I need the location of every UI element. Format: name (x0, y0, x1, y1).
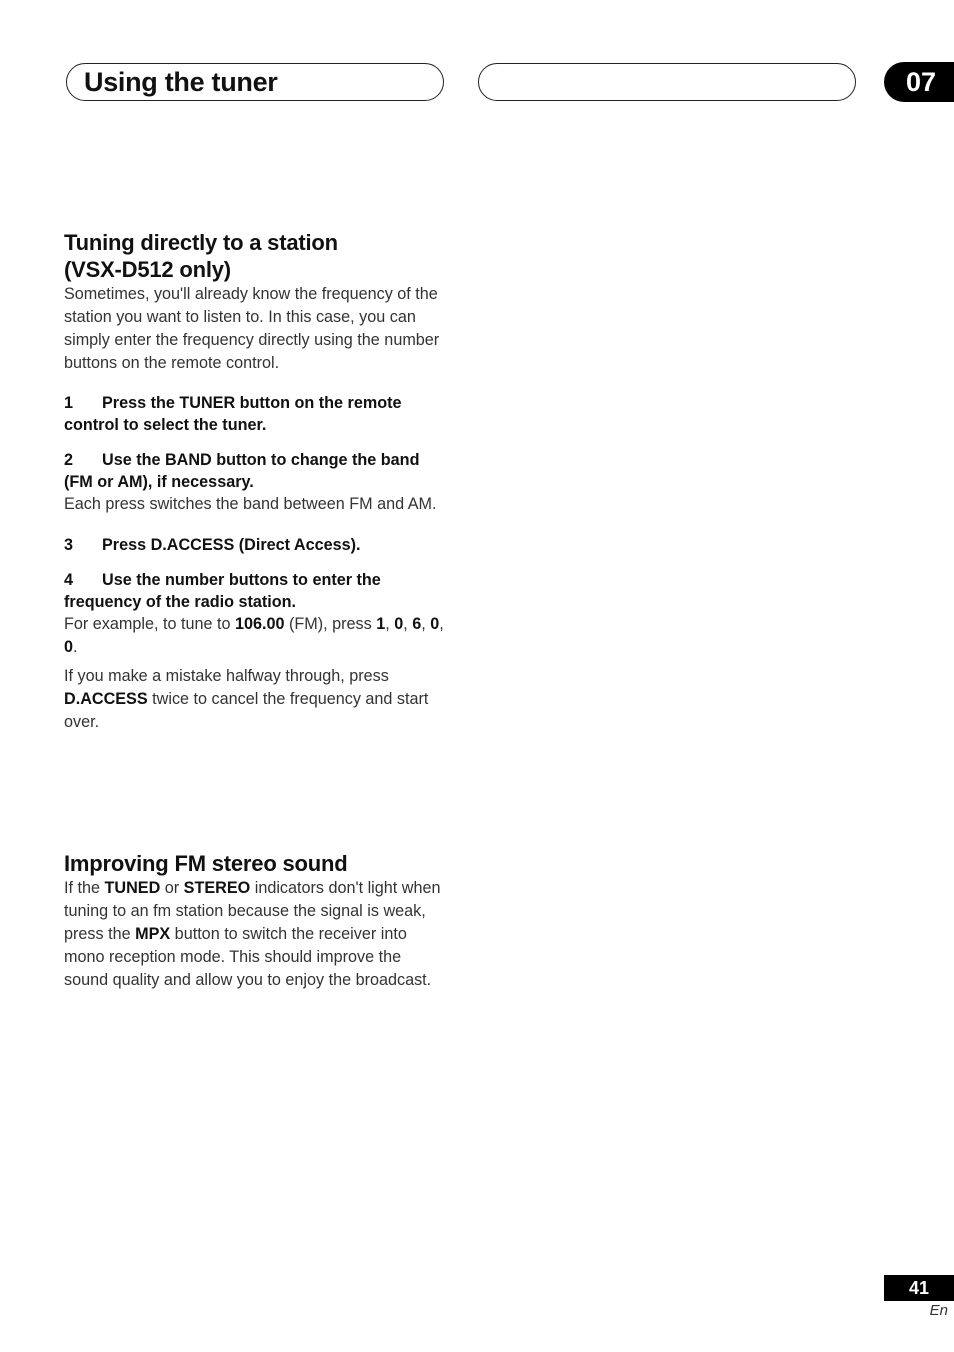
step-3 (64, 534, 448, 556)
tuned-indicator-label: TUNED (104, 879, 161, 897)
example-frequency: 106.00 (234, 615, 285, 633)
d-access-label: D.ACCESS (64, 690, 148, 708)
step-number: 4 (64, 571, 74, 589)
section-heading-tuning-directly (64, 229, 448, 283)
example-key: 1 (376, 615, 386, 633)
step-2 (64, 449, 448, 493)
heading-line-1: Tuning directly to a station (64, 230, 338, 255)
stereo-indicator-label: STEREO (183, 879, 251, 897)
intro-paragraph: Sometimes, you'll already know the frequency of the station you want to listen to. In this case, you can simply enter the frequency directly using the number buttons on the remote control. (64, 285, 440, 372)
example-key: 0 (64, 638, 74, 656)
step-4-mistake-note: If you make a mistake halfway through, press D.ACCESS twice to cancel the frequency and start over. (64, 667, 429, 731)
mpx-button-label: MPX (135, 925, 171, 943)
step-number: 2 (64, 451, 74, 469)
header-blank-frame (478, 63, 856, 101)
page-title: Using the tuner (84, 67, 278, 97)
improving-fm-paragraph: If the TUNED or STEREO indicators don't light when tuning to an fm station because the signal is weak, press the MPX button to switch the receiver into mono reception mode. This should improve the sound quality and allow you to enjoy the broadcast. (64, 879, 441, 989)
step-4-example: For example, to tune to 106.00 (FM), press 1, 0, 6, 0, 0. (64, 615, 444, 656)
step-text: Press the TUNER button on the remote control to select the tuner. (64, 394, 402, 434)
example-key: 6 (412, 615, 422, 633)
step-number: 1 (64, 394, 74, 412)
page-number: 41 (884, 1275, 954, 1301)
step-number: 3 (64, 536, 74, 554)
step-text: Press D.ACCESS (Direct Access). (102, 536, 361, 554)
section-heading-improving-fm: Improving FM stereo sound (64, 851, 348, 876)
step-4 (64, 569, 448, 613)
chapter-number-badge: 07 (884, 62, 954, 102)
example-key: 0 (430, 615, 440, 633)
heading-line-2: (VSX-D512 only) (64, 257, 231, 282)
language-label: En (929, 1302, 948, 1319)
step-text: Use the BAND button to change the band (FM or AM), if necessary. (64, 451, 420, 491)
step-text: Use the number buttons to enter the frequency of the radio station. (64, 571, 381, 611)
section-improving-fm (64, 850, 448, 992)
step-2-note: Each press switches the band between FM and AM. (64, 495, 437, 513)
example-key: 0 (394, 615, 404, 633)
step-1 (64, 392, 448, 436)
section-tuning-directly (64, 229, 448, 734)
